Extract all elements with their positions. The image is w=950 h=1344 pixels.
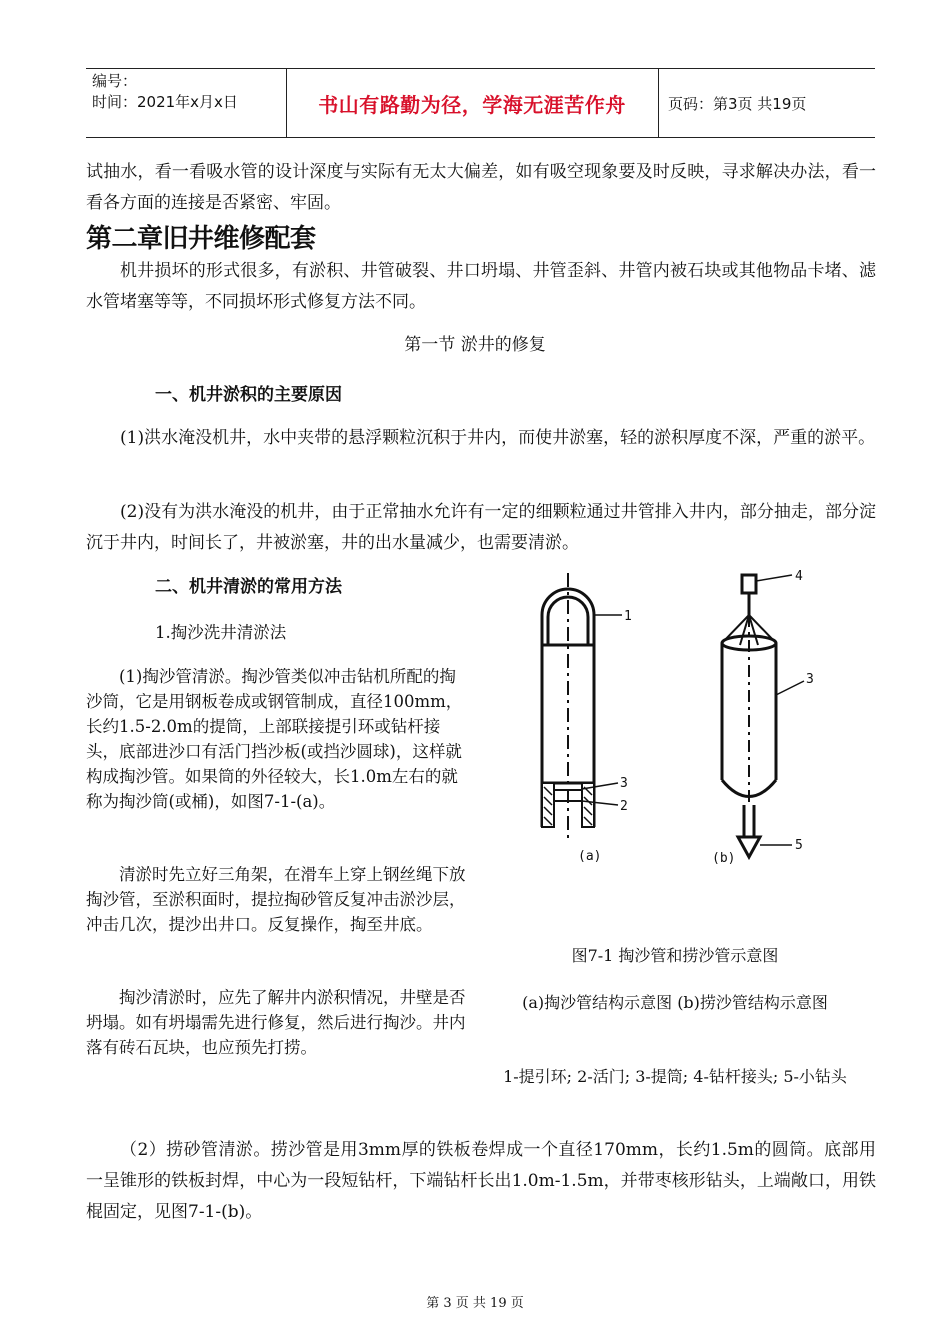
header-page-number: 页码：第3页 共19页 [668,94,807,113]
bailer-tube-a [542,573,622,840]
callout-2-a: 2 [620,799,628,814]
callout-1-a: 1 [624,609,632,624]
header-meta [92,71,238,113]
method-1-paragraph-2: 清淤时先立好三角架，在滑车上穿上钢丝绳下放掏沙管，至淤积面时，提拉掏砂管反复冲击淤沙层，冲击几次，提沙出井口。反复操作，掏至井底。 [86,865,466,934]
heading-reasons: 一、机井淤积的主要原因 [155,385,342,405]
callout-3-b: 3 [806,672,814,687]
intro-paragraph: 试抽水，看一看吸水管的设计深度与实际有无太大偏差，如有吸空现象要及时反映，寻求解决办法，看一看各方面的连接是否紧密、牢固。 [86,162,876,213]
method-1-paragraph-1: (1)掏沙管清淤。掏沙管类似冲击钻机所配的掏沙筒，它是用钢板卷成或钢管制成，直径100mm，长约1.5-2.0m的提筒，上部联接提引环或钻杆接头，底部进沙口有活门挡沙板(或挡沙圆球)，这样就构成掏沙管。如果筒的外径较大，长1.0m左右的就称为掏沙筒(或桶)，如图7-1-(a)。 [86,667,463,811]
section-title: 第一节 淤井的修复 [404,335,546,355]
label-b: (b) [712,851,736,866]
page-footer: 第 3 页 共 19 页 [426,1296,524,1311]
method-2-paragraph: （2）捞砂管清淤。捞沙管是用3mm厚的铁板卷焊成一个直径170mm，长约1.5m的圆筒。底部用一呈锥形的铁板封焊，中心为一段短钻杆，下端钻杆长出1.0m-1.5m，并带枣核形钻头，上端敞口，用铁棍固定，见图7-1-(b)。 [86,1140,876,1222]
header-time: 时间：2021年x月x日 [92,93,238,111]
chapter-title: 第二章旧井维修配套 [86,224,316,254]
method-1-title: 1.掏沙洗井清淤法 [155,623,287,642]
chapter-intro: 机井损坏的形式很多，有淤积、井管破裂、井口坍塌、井管歪斜、井管内被石块或其他物品卡堵、滤水管堵塞等等，不同损坏形式修复方法不同。 [86,261,876,312]
label-a: (a) [578,849,602,864]
reason-1: (1)洪水淹没机井，水中夹带的悬浮颗粒沉积于井内，而使井淤塞，轻的淤积厚度不深，严重的淤平。 [120,428,876,448]
reason-2: (2)没有为洪水淹没的机井，由于正常抽水允许有一定的细颗粒通过井管排入井内，部分抽走，部分淀沉于井内，时间长了，井被淤塞，井的出水量减少，也需要清淤。 [86,502,876,553]
figure-subcaption: (a)掏沙管结构示意图 (b)捞沙管结构示意图 [522,993,828,1012]
figure-7-1-drawing [500,565,860,885]
figure-caption: 图7-1 掏沙管和捞沙管示意图 [571,946,779,965]
page-header [86,68,875,138]
bailer-tube-b [722,575,804,857]
method-1-paragraph-3: 掏沙清淤时，应先了解井内淤积情况，井壁是否坍塌。如有坍塌需先进行修复，然后进行掏沙。井内落有砖石瓦块，也应预先打捞。 [86,988,466,1057]
heading-methods: 二、机井清淤的常用方法 [155,577,342,597]
callout-5-b: 5 [795,838,803,853]
callout-4-b: 4 [795,569,803,584]
header-number: 编号： [92,72,138,90]
header-motto: 书山有路勤为径，学海无涯苦作舟 [318,92,626,117]
header-divider [658,69,659,137]
figure-legend: 1-提引环; 2-活门; 3-提筒; 4-钻杆接头; 5-小钻头 [503,1067,847,1086]
callout-3-a: 3 [620,776,628,791]
